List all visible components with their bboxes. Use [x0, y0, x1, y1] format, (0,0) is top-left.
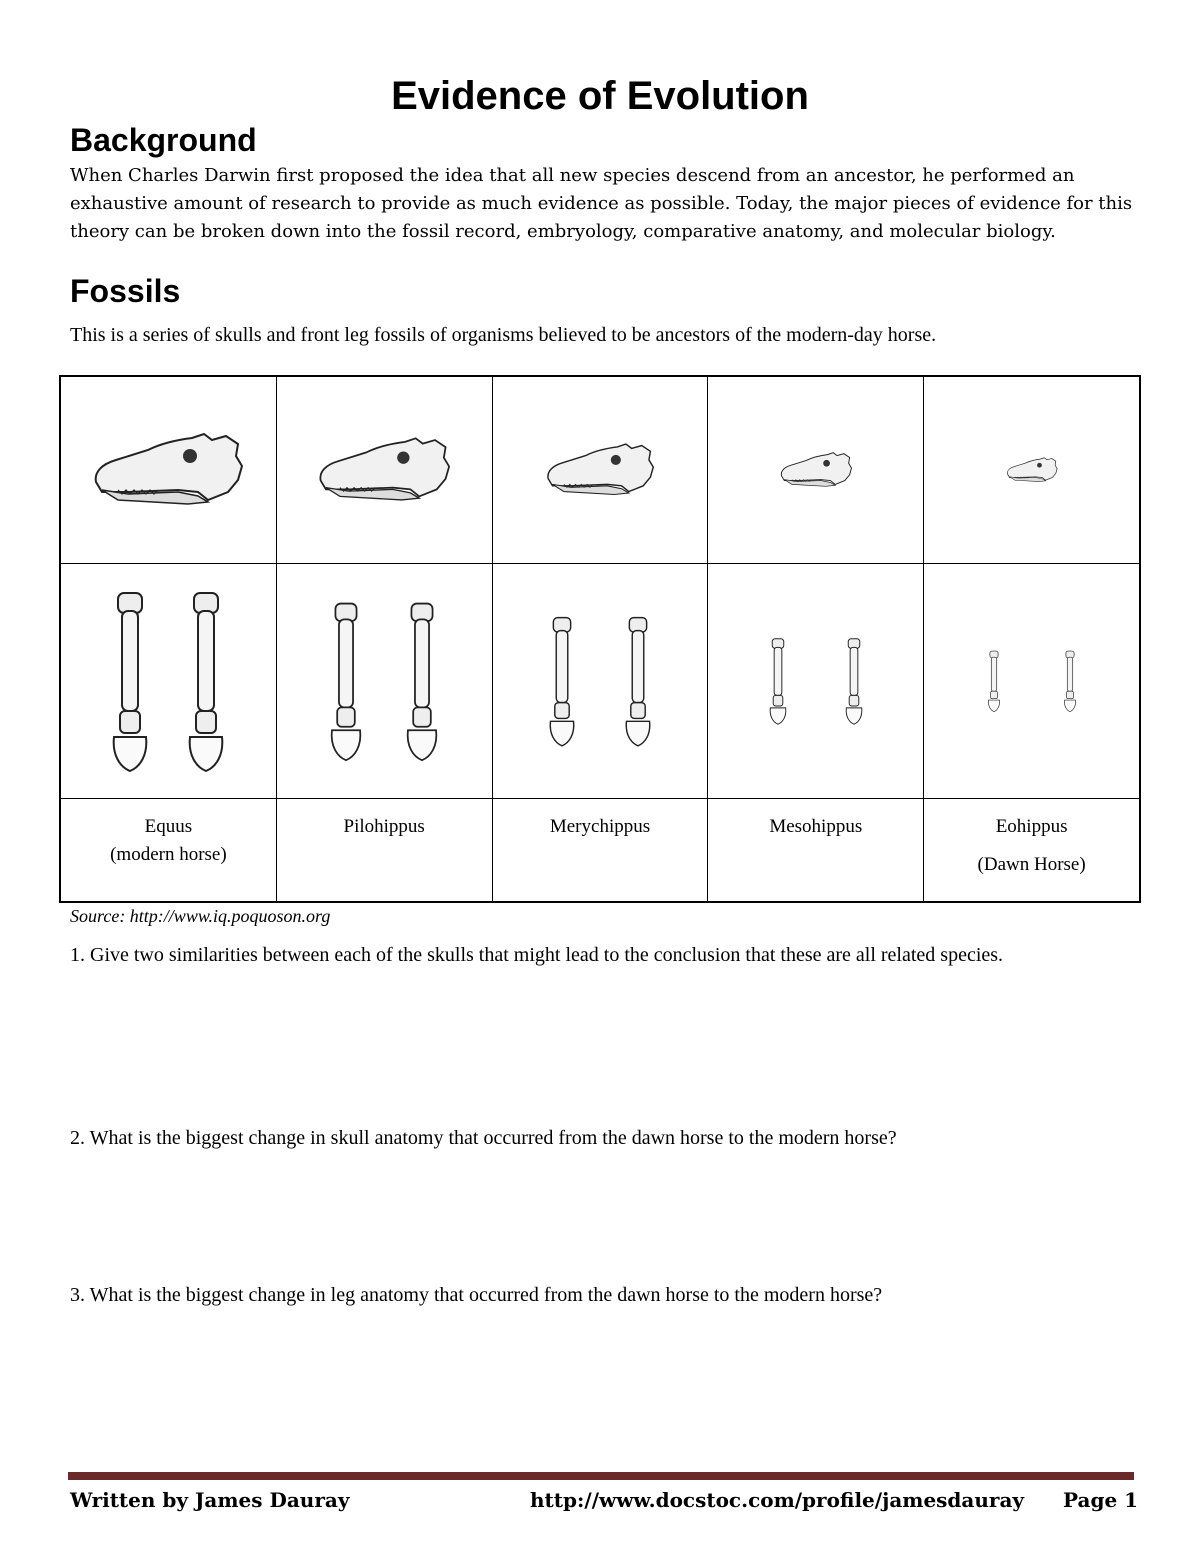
skull-drawing: [548, 444, 653, 494]
skull-eye-socket: [823, 460, 830, 467]
fossils-intro: This is a series of skulls and front leg fossils of organisms believed to be ancestors of the modern-day horse.: [70, 324, 937, 346]
skull-row: [60, 376, 1140, 564]
leg-shaft: [991, 657, 996, 691]
source-citation: Source: http://www.iq.poquoson.org: [70, 906, 331, 926]
leg-shaft: [850, 647, 858, 695]
leg-hoof: [1064, 700, 1075, 712]
leg-cell-equus: [60, 564, 276, 799]
leg-pastern: [196, 711, 216, 733]
leg-shaft: [415, 619, 429, 707]
skull-drawing: [321, 438, 450, 500]
species-name: Equus: [144, 816, 193, 837]
leg-hoof: [770, 708, 786, 724]
leg-row: [60, 564, 1140, 799]
leg-pastern: [1066, 691, 1073, 698]
leg-joint: [772, 639, 784, 649]
footer-page-number: Page 1: [1063, 1488, 1139, 1512]
footer-url[interactable]: http://www.docstoc.com/profile/jamesdauray: [530, 1488, 1025, 1512]
background-heading: Background: [70, 122, 257, 158]
leg-shaft: [632, 631, 644, 703]
skull-eye-socket: [183, 449, 197, 463]
footer-rule: [68, 1472, 1134, 1480]
leg-shaft: [774, 647, 782, 695]
question-2: 2. What is the biggest change in skull anatomy that occurred from the dawn horse to the modern horse?: [70, 1127, 897, 1149]
leg-image-equus: [88, 586, 248, 776]
leg-joint: [1066, 651, 1074, 658]
leg-pastern: [631, 703, 645, 719]
fossils-heading: Fossils: [70, 273, 181, 309]
leg-image-merychippus: [520, 586, 680, 776]
leg-pastern: [990, 691, 997, 698]
leg-pastern: [849, 695, 859, 706]
leg-hoof: [408, 730, 437, 760]
leg-image-mesohippus: [736, 586, 896, 776]
label-row: [60, 799, 1140, 903]
species-name: Merychippus: [549, 816, 651, 837]
label-cell-mesohippus: [708, 799, 924, 903]
leg-bone-left: [550, 618, 573, 746]
skull-outline: [96, 434, 242, 500]
leg-cell-eohippus: [924, 564, 1140, 799]
label-cell-pilohippus: [276, 799, 492, 903]
skull-outline: [781, 453, 851, 485]
leg-hoof: [550, 721, 573, 745]
leg-bone-right: [190, 593, 223, 771]
leg-shaft: [122, 611, 138, 711]
species-name: Pilohippus: [343, 816, 425, 837]
leg-cell-merychippus: [492, 564, 708, 799]
question-3: 3. What is the biggest change in leg anatomy that occurred from the dawn horse to the modern horse?: [70, 1284, 883, 1306]
fossils-table: [59, 375, 1141, 903]
leg-joint: [848, 639, 860, 649]
species-name: Eohippus: [995, 816, 1068, 837]
leg-image-eohippus: [952, 586, 1112, 776]
leg-bone-right: [846, 639, 862, 724]
skull-image-eohippus: [952, 430, 1112, 510]
skull-image-mesohippus: [736, 430, 896, 510]
species-note: (modern horse): [110, 844, 227, 865]
page-title: Evidence of Evolution: [391, 74, 809, 118]
leg-bone-left: [332, 604, 361, 761]
skull-image-pilohippus: [304, 430, 464, 510]
leg-bone-right: [408, 604, 437, 761]
species-note: (Dawn Horse): [977, 854, 1086, 875]
question-1: 1. Give two similarities between each of the skulls that might lead to the conclusion that these are all related species.: [70, 944, 1004, 966]
leg-joint: [990, 651, 998, 658]
skull-outline: [548, 444, 653, 492]
leg-hoof: [190, 737, 223, 771]
leg-hoof: [626, 721, 649, 745]
leg-image-pilohippus: [304, 586, 464, 776]
skull-cell-equus: [60, 376, 276, 564]
leg-joint: [336, 604, 357, 622]
skull-drawing: [1007, 458, 1057, 482]
leg-hoof: [332, 730, 361, 760]
skull-eye-socket: [611, 455, 621, 465]
skull-eye-socket: [397, 452, 409, 464]
skull-cell-eohippus: [924, 376, 1140, 564]
leg-pastern: [120, 711, 140, 733]
skull-image-equus: [88, 430, 248, 510]
skull-outline: [1007, 458, 1057, 480]
label-cell-merychippus: [492, 799, 708, 903]
leg-shaft: [556, 631, 568, 703]
leg-shaft: [198, 611, 214, 711]
leg-pastern: [555, 703, 569, 719]
leg-bone-left: [770, 639, 786, 724]
leg-bone-right: [1064, 651, 1075, 712]
skull-drawing: [96, 434, 242, 504]
footer-author: Written by James Dauray: [70, 1488, 350, 1512]
leg-shaft: [339, 619, 353, 707]
skull-drawing: [781, 453, 851, 487]
skull-image-merychippus: [520, 430, 680, 510]
leg-hoof: [988, 700, 999, 712]
skull-eye-socket: [1037, 463, 1042, 468]
leg-hoof: [846, 708, 862, 724]
leg-pastern: [413, 707, 431, 726]
leg-pastern: [337, 707, 355, 726]
skull-cell-merychippus: [492, 376, 708, 564]
background-paragraph: When Charles Darwin first proposed the idea that all new species descend from an ancestor, he performed an exhaustive amount of research to provide as much evidence as possible. Today, the major pieces of evidence for this theory can be broken down into the fossil record, embryology, comparative anatomy, and molecular biology.: [70, 165, 1133, 242]
leg-bone-left: [988, 651, 999, 712]
leg-bone-right: [626, 618, 649, 746]
species-name: Mesohippus: [769, 816, 863, 837]
leg-pastern: [773, 695, 783, 706]
leg-joint: [412, 604, 433, 622]
skull-cell-pilohippus: [276, 376, 492, 564]
label-cell-eohippus: [924, 799, 1140, 903]
leg-bone-left: [114, 593, 147, 771]
label-cell-equus: [60, 799, 276, 903]
skull-outline: [321, 438, 450, 496]
skull-cell-mesohippus: [708, 376, 924, 564]
leg-cell-pilohippus: [276, 564, 492, 799]
leg-cell-mesohippus: [708, 564, 924, 799]
leg-hoof: [114, 737, 147, 771]
leg-shaft: [1067, 657, 1072, 691]
